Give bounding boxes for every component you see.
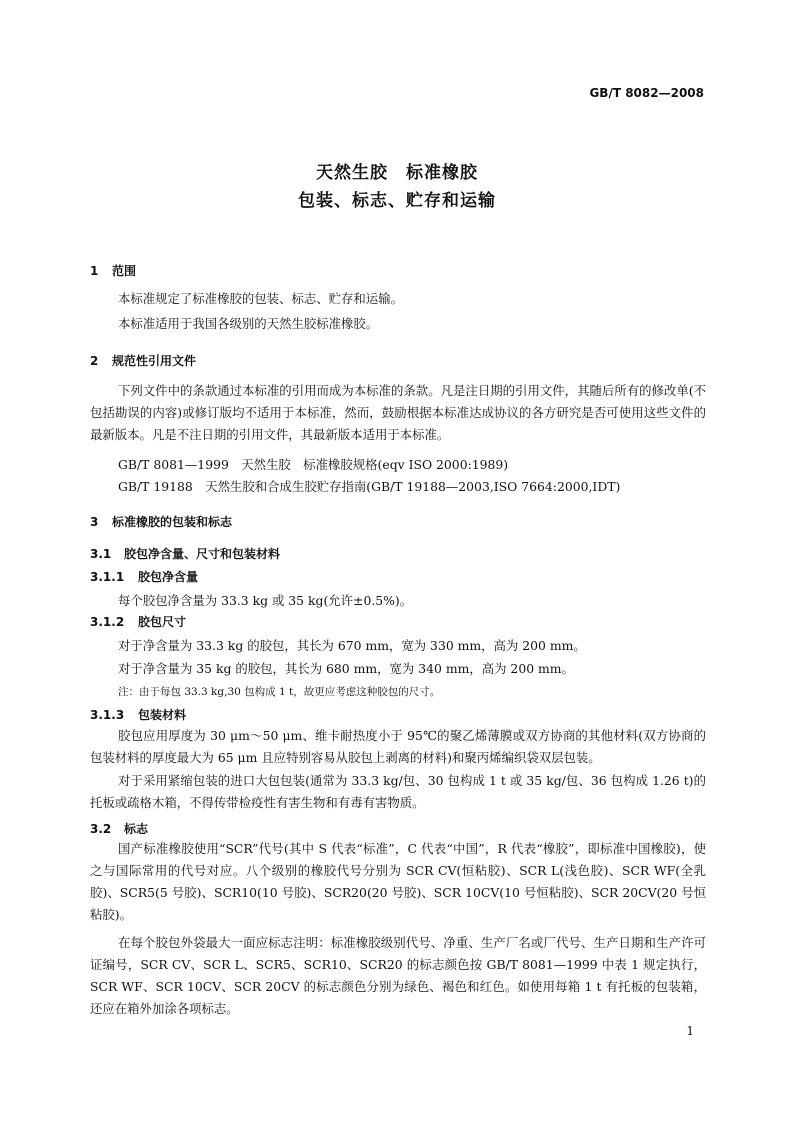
section-title: 胶包净含量、尺寸和包装材料: [124, 547, 281, 561]
section-3-1-2-heading: [90, 613, 186, 630]
section-title: 胶包净含量: [138, 570, 199, 584]
paragraph: 本标准规定了标准橡胶的包装、标志、贮存和运输。: [118, 291, 403, 306]
document-title: 天然生胶 标准橡胶: [316, 163, 478, 183]
section-title: 标准橡胶的包装和标志: [112, 515, 233, 529]
reference-item: GB/T 8081—1999 天然生胶 标准橡胶规格(eqv ISO 2000:1989): [118, 457, 509, 472]
section-2-heading: [90, 352, 196, 369]
paragraph: 对于采用紧缩包装的进口大包包装(通常为 33.3 kg/包、30 包构成 1 t 或 35 kg/包、36 包构成 1.26 t)的托板或疏格木箱，不得传带检疫性有害生物和有毒有害物质。: [90, 773, 706, 810]
paragraph: 下列文件中的条款通过本标准的引用而成为本标准的条款。凡是注日期的引用文件，其随后所有的修改单(不包括勘误的内容)或修订版均不适用于本标准，然而，鼓励根据本标准达成协议的各方研究是否可使用这些文件的最新版本。凡是不注日期的引用文件，其最新版本适用于本标准。: [90, 383, 706, 442]
section-number: 3: [90, 515, 99, 529]
section-3-heading: [90, 513, 232, 530]
paragraph: 每个胶包净含量为 33.3 kg 或 35 kg(允许±0.5%)。: [118, 593, 413, 608]
paragraph: 国产标准橡胶使用“SCR”代号(其中 S 代表“标准”，C 代表“中国”，R 代表“橡胶”，即标准中国橡胶)，使之与国际常用的代号对应。八个级别的橡胶代号分别为 SCR CV(恒粘胶)、SCR L(浅色胶)、SCR WF(全乳胶)、SCR5(5 号胶)、SCR10(10 号胶)、SCR20(20 号胶)、SCR 10CV(10 号恒粘胶)、SCR 20CV(20 号恒粘胶)。: [90, 841, 706, 922]
reference-item: GB/T 19188 天然生胶和合成生胶贮存指南(GB/T 19188—2003,ISO 7664:2000,IDT): [118, 479, 621, 494]
paragraph: 对于净含量为 33.3 kg 的胶包，其长为 670 mm，宽为 330 mm，高为 200 mm。: [118, 638, 586, 653]
note: 注：由于每包 33.3 kg,30 包构成 1 t，故更应考虑这种胶包的尺寸。: [118, 686, 441, 698]
section-title: 胶包尺寸: [138, 615, 187, 629]
section-number: 2: [90, 354, 99, 368]
section-title: 标志: [124, 822, 149, 836]
paragraph: 本标准适用于我国各级别的天然生胶标准橡胶。: [118, 316, 379, 331]
section-3-2-heading: [90, 820, 148, 837]
section-3-1-heading: [90, 545, 280, 562]
section-number: 3.1: [90, 547, 112, 561]
section-title: 范围: [112, 264, 137, 278]
section-number: 3.1.2: [90, 615, 125, 629]
paragraph: 在每个胶包外袋最大一面应标志注明：标准橡胶级别代号、净重、生产厂名或厂代号、生产日期和生产许可证编号，SCR CV、SCR L、SCR5、SCR10、SCR20 的标志颜色按 GB/T 8081—1999 中表 1 规定执行，SCR WF、SCR 10CV、SCR 20CV 的标志颜色分别为绿色、褐色和红色。如使用每箱 1 t 有托板的包装箱，还应在箱外加涂各项标志。: [90, 935, 706, 1016]
section-number: 3.1.3: [90, 708, 125, 722]
section-1-heading: [90, 262, 136, 279]
page-number: 1: [686, 1024, 694, 1038]
standard-code: GB/T 8082—2008: [589, 86, 704, 100]
section-title: 包装材料: [138, 708, 187, 722]
section-number: 1: [90, 264, 99, 278]
section-3-1-3-heading: [90, 706, 186, 723]
section-3-1-1-heading: [90, 568, 198, 585]
document-subtitle: 包装、标志、贮存和运输: [298, 191, 496, 211]
section-title: 规范性引用文件: [112, 354, 197, 368]
section-number: 3.1.1: [90, 570, 125, 584]
paragraph: 胶包应用厚度为 30 μm～50 μm、维卡耐热度小于 95℃的聚乙烯薄膜或双方协商的其他材料(双方协商的包装材料的厚度最大为 65 μm 且应特别容易从胶包上剥离的材料)和聚丙烯编织袋双层包装。: [90, 728, 706, 765]
paragraph: 对于净含量为 35 kg 的胶包，其长为 680 mm，宽为 340 mm，高为 200 mm。: [118, 661, 574, 676]
section-number: 3.2: [90, 822, 112, 836]
